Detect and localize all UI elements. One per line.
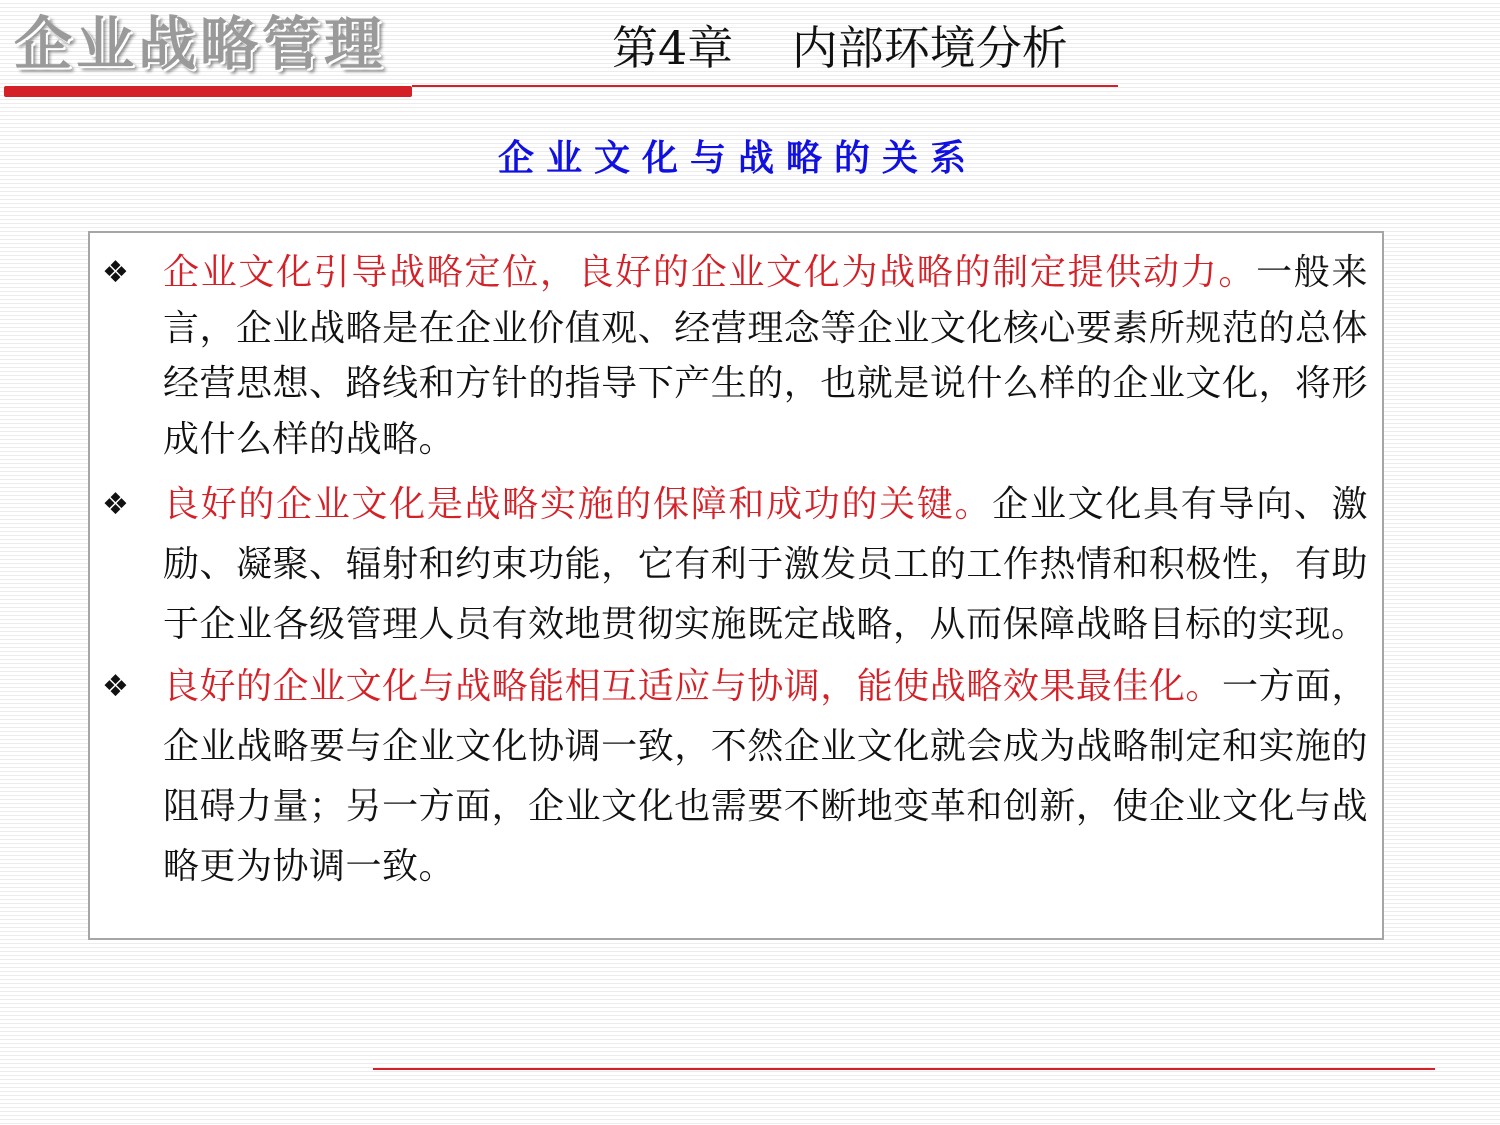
bullet-item [90,657,1368,897]
bullet-text [163,475,1368,655]
diamond-bullet-icon: ❖ [102,669,129,704]
header-divider [412,85,1118,87]
bullet-highlight: 良好的企业文化与战略能相互适应与协调，能使战略效果最佳化。 [163,666,1222,707]
diamond-bullet-icon: ❖ [102,487,129,522]
chapter-title: 第4章 内部环境分析 [612,21,1068,75]
bullet-highlight: 企业文化引导战略定位，良好的企业文化为战略的制定提供动力。 [163,252,1257,293]
bullet-body: 企业文化具有导向、激励、凝聚、辐射和约束功能，它有利于激发员工的工作热情和积极性，有助于企业各级管理人员有效地贯彻实施既定战略，从而保障战略目标的实现。 [163,484,1368,645]
course-title: 企业战略管理 [14,10,387,78]
header-accent-bar [4,86,412,97]
bullet-list [90,233,1382,897]
content-box [88,231,1384,940]
bullet-text [163,245,1368,467]
diamond-bullet-icon: ❖ [102,255,129,290]
footer-divider [373,1068,1435,1070]
section-title: 企业文化与战略的关系 [497,138,978,179]
bullet-item [90,475,1368,655]
bullet-body: 一方面，企业战略要与企业文化协调一致，不然企业文化就会成为战略制定和实施的阻碍力量；另一方面，企业文化也需要不断地变革和创新，使企业文化与战略更为协调一致。 [163,666,1368,887]
bullet-text [163,657,1368,897]
bullet-item [90,245,1368,467]
bullet-highlight: 良好的企业文化是战略实施的保障和成功的关键。 [163,484,993,525]
bullet-body: 一般来言，企业战略是在企业价值观、经营理念等企业文化核心要素所规范的总体经营思想、路线和方针的指导下产生的，也就是说什么样的企业文化，将形成什么样的战略。 [163,252,1368,460]
